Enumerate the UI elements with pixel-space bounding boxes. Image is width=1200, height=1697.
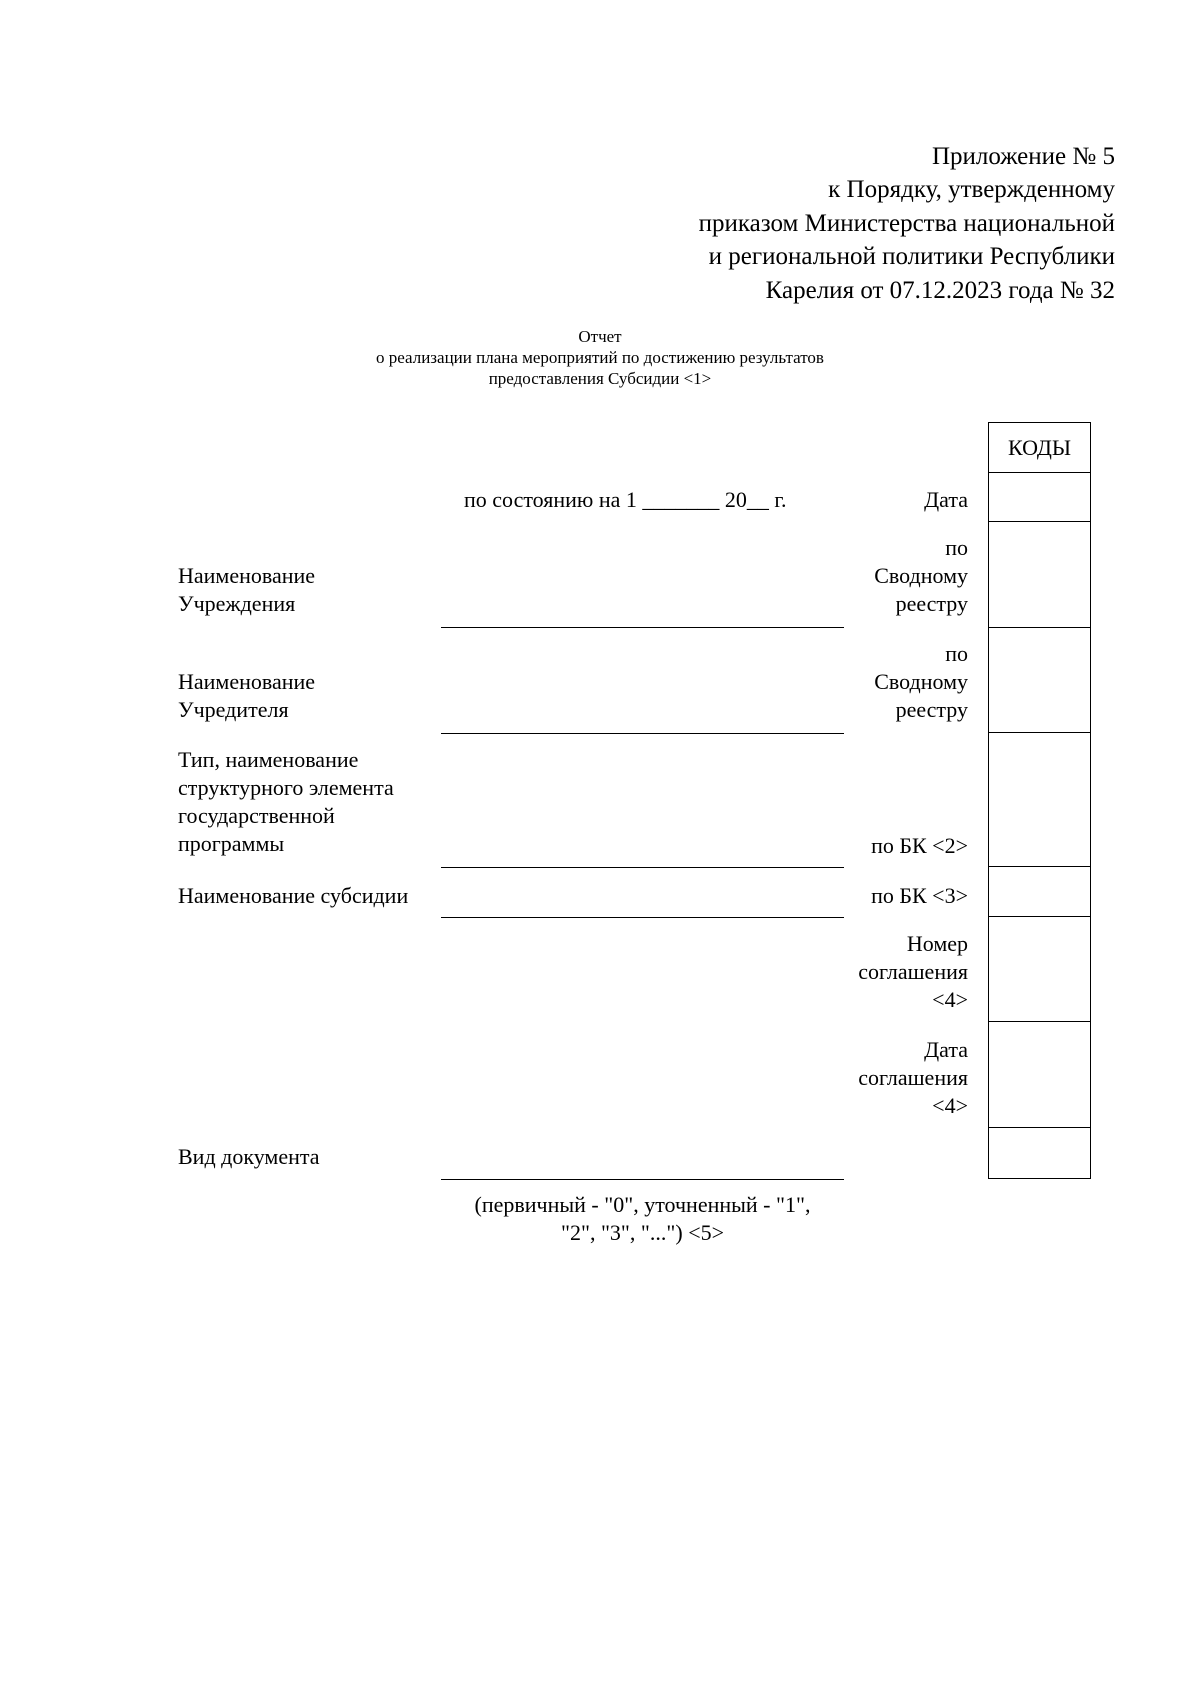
- doc-type-label: Вид документа: [178, 1144, 320, 1169]
- agreement-date-label: Дата соглашения <4>: [858, 1037, 968, 1118]
- codes-divider: [989, 1021, 1090, 1022]
- codes-divider: [989, 627, 1090, 628]
- institution-label: Наименование Учреждения: [178, 563, 316, 616]
- codes-divider: [989, 521, 1090, 522]
- appendix-line: Карелия от 07.12.2023 года № 32: [765, 276, 1115, 304]
- bk3-label: по БК <3>: [871, 883, 968, 908]
- subsidy-label: Наименование субсидии: [178, 883, 409, 908]
- as-of-date: по состоянию на 1 _______ 20__ г.: [464, 487, 787, 512]
- date-label: Дата: [924, 487, 968, 512]
- codes-divider: [989, 732, 1090, 733]
- appendix-line: Приложение № 5: [931, 143, 1115, 170]
- codes-header: КОДЫ: [1007, 434, 1072, 460]
- founder-label: Наименование Учредителя: [178, 669, 316, 722]
- codes-divider: [989, 916, 1090, 917]
- doc-type-field[interactable]: [441, 1179, 844, 1180]
- doc-type-note: (первичный - "0", уточненный - "1", "2", "3", "...") <5>: [474, 1192, 811, 1245]
- registry-label-1: по Сводному реестру: [874, 535, 968, 616]
- codes-divider: [989, 472, 1090, 473]
- codes-table: [988, 422, 1091, 1179]
- agreement-number-label: Номер соглашения <4>: [858, 931, 968, 1012]
- institution-field[interactable]: [441, 627, 844, 628]
- subsidy-field[interactable]: [441, 917, 844, 918]
- report-title-line: предоставления Субсидии <1>: [488, 369, 712, 388]
- report-title-line: о реализации плана мероприятий по достижению результатов: [376, 348, 824, 367]
- codes-divider: [989, 866, 1090, 867]
- founder-field[interactable]: [441, 733, 844, 734]
- appendix-header: [515, 140, 1115, 307]
- appendix-line: к Порядку, утвержденному: [828, 176, 1115, 204]
- codes-divider: [989, 1127, 1090, 1128]
- report-title-line: Отчет: [578, 327, 622, 346]
- appendix-line: приказом Министерства национальной: [698, 209, 1115, 237]
- registry-label-2: по Сводному реестру: [874, 641, 968, 722]
- program-label: Тип, наименование структурного элемента государственной программы: [178, 747, 394, 856]
- bk2-label: по БК <2>: [871, 833, 968, 858]
- report-title: [0, 326, 1200, 389]
- program-field[interactable]: [441, 867, 844, 868]
- appendix-line: и региональной политики Республики: [708, 243, 1115, 271]
